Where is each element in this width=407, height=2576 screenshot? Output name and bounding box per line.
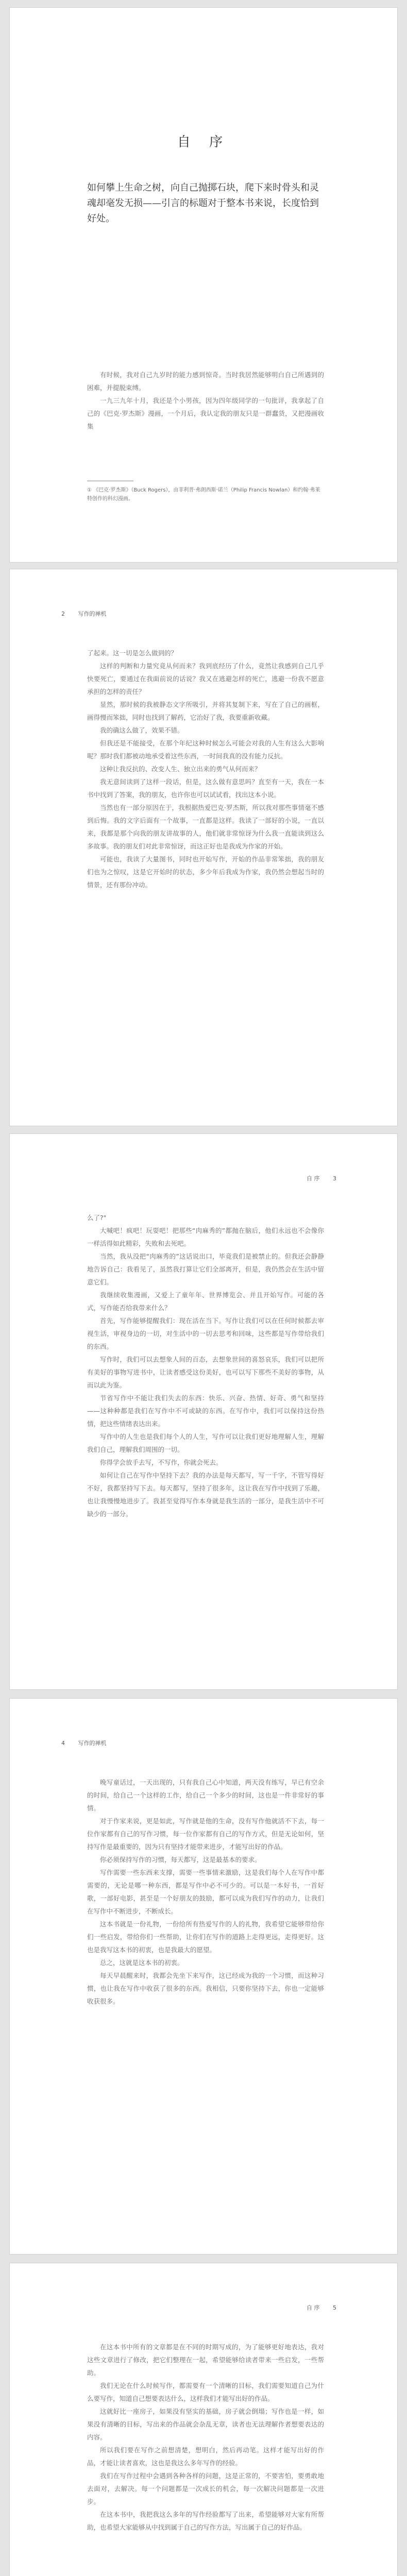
paragraph: 当然也有一部分原因在于，我根据热爱巴克·罗杰斯，所以我对那些事情毫不感到后悔。我的文字后面有一个故事，一直都是这样。我读了一部好的小说，一直以来，我都是那个向我的朋友讲故事的人，他们就非常惊讶为什么我一直能读到这么多故事。我的朋友们对此非常惊讶，而这正好也是我成为作家的开始。	[87, 804, 324, 850]
paragraph: 对于作家来说，更是如此，写作就是他的生命，没有写作他就活不下去，每一位作家都有自己的写作习惯，每一位作家都有自己的写作方式，但是无论如何，坚持写作是最重要的，因为只有坚持才能带来进步，才能写出好的作品。	[87, 1817, 324, 1851]
running-title: 写作的禅机	[78, 611, 107, 617]
paragraph: 写作中的人生也是我们每个人的人生，写作可以让我们更好地理解人生，理解我们自己，理解我们周围的一切。	[87, 1433, 324, 1453]
paragraph: 当然，我从没把“肉麻秀的”这话说出口，毕竟我们是被禁止的。但我还会静静地告诉自己：我看见了，虽然我打算让它们全部离开，但是，我仍然会在生活中留意它们。	[87, 1252, 324, 1286]
paragraph: 节省写作中不能让我们失去的东西：快乐、兴奋、热情、好奇、勇气和坚持——这种种都是我们在写作中不可或缺的东西。在写作中，我们可以保持这份热情，把这些情绪表达出来。	[87, 1394, 324, 1428]
running-title: 自 序	[307, 2304, 320, 2311]
footnote: ① 《巴克·罗杰斯》（Buck Rogers），由菲利普·弗朗西斯·诺兰（Philip Francis Nowlan）和约翰·弗莱特创作的科幻漫画。	[87, 487, 320, 502]
paragraph: 在这本书中，我把我这么多年的写作经验都写了出来，希望能够对大家有所帮助，也希望大家能够从中找到属于自己的写作方法，写出属于自己的好作品。	[87, 2511, 324, 2531]
paragraph: 我的确这么做了，效果不错。	[100, 726, 184, 734]
page-4	[9, 1698, 398, 2255]
running-title: 写作的禅机	[78, 1740, 107, 1747]
epigraph: 如何攀上生命之树，向自己抛掷石块，爬下来时骨头和灵魂却毫发无损——引言的标题对于整本书来说，长度恰到好处。	[87, 182, 319, 224]
paragraph: 我们在写作过程中会遇到各种各样的问题，这是正常的，不要害怕，要勇敢地去面对，去解决。每一个问题都是一次成长的机会，每一次解决问题都是一次进步。	[87, 2472, 324, 2505]
paragraph: 我们无论在什么时候写作，都需要有一个清晰的目标，我们需要知道自己为什么要写作，知道自己想要表达什么，这样我们才能写出好的作品。	[87, 2382, 324, 2402]
paragraph: 在这本书中所有的文章都是在不同的时期写成的，为了能够更好地表达，我对这些文章进行了修改，把它们整理在一起，希望能够给读者带来一些启发，一些帮助。	[87, 2343, 324, 2377]
paragraph: 我无意间读到了这样一段话，但是，这么做有意思吗？直至有一天，我在一本书中找到了答案，我的朋友，也许你也可以试试看，找出这本小说。	[87, 778, 324, 799]
running-header	[61, 1739, 107, 1747]
page-number: 4	[61, 1740, 65, 1747]
paragraph: 大喊吧！疯吧！玩耍吧！把那些“肉麻秀的”都抛在脑后，他们永远也不会像你一样活得如此精彩，失败和去死吧。	[87, 1227, 324, 1247]
paragraph: 你必须保持写作的习惯，每天都写，这是最基本的要求。	[100, 1856, 261, 1863]
running-header	[61, 609, 107, 618]
running-header	[307, 2303, 336, 2312]
paragraph: 这本书就是一份礼物，一份给所有热爱写作的人的礼物，我希望它能够带给你们一些启发，带给你们一些帮助，让你们在写作的道路上走得更远，走得更好。这也是我写这本书的初衷，也是我最大的愿望。	[87, 1920, 324, 1954]
paragraph: 如何让自己在写作中坚持下去？我的办法是每天都写，写一千字，不管写得好不好，我都坚持写下去。每天都写，坚持了很多年，这让我在写作中找到了乐趣，也让我慢慢地进步了。我甚至觉得写作本身就是我生活的一部分，是我生活中不可缺少的一部分。	[87, 1471, 324, 1518]
paragraph: 显然，那时候的我被静态文字所吸引，并将其复制下来，写在了自己的画框，画得慢而笨拙，同时也找到了解药，它治好了我，我要重新收藏。	[87, 701, 324, 721]
paragraph: 总之，这就是这本书的初衷。	[100, 1959, 184, 1967]
paragraph: 我继续收集漫画，又爱上了童年年、世界博览会、并且开始写作。可能的各式，写作能否给我带来什么？	[87, 1291, 324, 1312]
paragraph: 么了?"	[87, 1214, 107, 1222]
paragraph: 了起来。这一切是怎么做到的？	[87, 649, 178, 657]
running-header	[307, 1174, 336, 1182]
paragraph: 首先，写作能够提醒我们：现在活在当下。写作让我们可以在任何时候都去审视生活，审视身边的一切，对生活中的一切去思考和回味，这些都是写作带给我们的东西。	[87, 1317, 324, 1350]
page-1-body	[87, 368, 324, 433]
paragraph: 每天早晨醒来时，我都会先坐下来写作，这已经成为我的一个习惯，而这种习惯，也让我在写作中收获了很多的东西。我相信，只要你坚持下去，你也一定能够收获很多。	[87, 1972, 324, 2005]
paragraph: 可能也，我读了大量图书，同时也开始写作，开始的作品非常笨拙，我的朋友们也为之惊叹，这是它开始时的状态，多少年后我成为作家，我仍然会想起当时的情景，还有那份冲动。	[87, 855, 324, 889]
paragraph: 这就好比一座房子，如果没有坚实的基础，房子就会倒塌；写作也是一样，如果没有清晰的目标，写出来的作品就会杂乱无章，读者也无法理解作者想要表达的内容。	[87, 2408, 324, 2441]
page-3-body	[87, 1211, 324, 1520]
paragraph: 所以我们要在写作之前想清楚，想明白，然后再动笔。这样才能写出好的作品，才能让读者喜欢，这也是我这么多年写作的经验。	[87, 2446, 324, 2467]
page-1	[9, 7, 398, 563]
paragraph: 写作需要一些东西来支撑，需要一些事情来激励，这是我们每个人在写作中都需要的，无论是哪一种东西，都是写作中必不可少的。可以是一本好书，一首好歌，一部好电影，甚至是一个好朋友的鼓励，都可以成为我们写作的动力，让我们在写作中不断进步，不断成长。	[87, 1869, 324, 1915]
paragraph: 但我还是不能接受，在那个年纪这种时候怎么可能会对我的人生有这么大影响呢？那时我们都被动地承受着这些东西，一时间我真的没有能力反抗。	[87, 739, 324, 760]
paragraph: 写作时，我们可以去想象人间的百态，去想象世间的喜怒哀乐，我们可以把所有美好的事物写进书中，让读者感受这份美好，也可以写下那些不美好的事物，从而以此为鉴。	[87, 1355, 324, 1389]
paragraph: 一九三九年十月，我还是个小男孩，因为四年级同学的一句批评，我拿起了自己的《巴克·罗杰斯》漫画，一个月后，我认定我的朋友只是一群蠢货，又把漫画收集	[87, 397, 324, 430]
preface-title: 自 序	[177, 134, 230, 150]
running-title: 自 序	[307, 1175, 320, 1182]
paragraph: 这样的判断和力量究竟从何而来？我到底经历了什么，竟然让我感到自己几乎快要死亡，要通过在我面前说的话说？我又在逃避怎样的死亡，逃避一份我不愿意承担的怎样的责任？	[87, 662, 324, 696]
page-number: 5	[333, 2304, 336, 2311]
paragraph: 你得学会放手去写，不写作，你就会死去。	[100, 1459, 223, 1466]
paragraph: 这种让我反抗的、改变人生、独立出来的勇气从何而来？	[100, 765, 261, 773]
page-5	[9, 2263, 398, 2576]
page-2-body	[87, 647, 324, 891]
paragraph: 有时候，我对自己九岁时的能力感到惊奇。当时我居然能够明白自己所遇到的困难，并提脱束缚。	[87, 371, 324, 392]
page-number: 2	[61, 611, 65, 617]
page-5-body	[87, 2341, 324, 2534]
page-number: 3	[333, 1175, 336, 1182]
page-3	[9, 1133, 398, 1690]
paragraph: 晚写童话过，一天出现的，只有我自己心中知道，两天没有练写，早已有空余的时间，给自己一个这样的工作，给自己一个多少的时间，这也是一件非常好的事情。	[87, 1778, 324, 1812]
page-4-body	[87, 1776, 324, 2008]
page-2	[9, 569, 398, 1126]
